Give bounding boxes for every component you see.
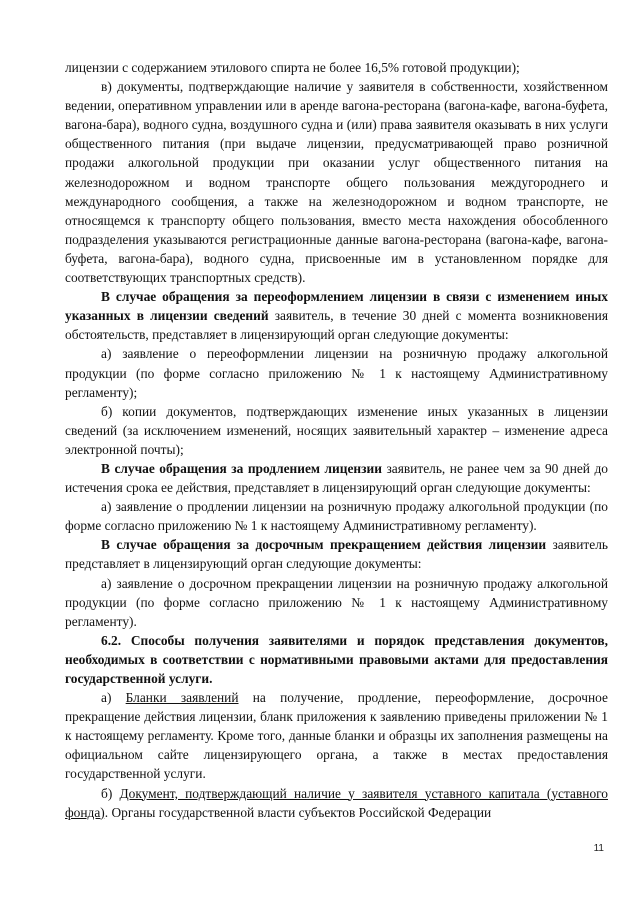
paragraph-text: в) документы, подтверждающие наличие у заявителя в собственности, хозяйственном ведении, оперативном управлении или в аренде вагона-ресторана (вагона-кафе, вагона-буфета, вагона-бара), водного судна, воздушного судна и (или) права заявителя оказывать в них услуги общественного питания (при выдаче лицензии, предусматривающей право розничной продажи алкогольной продукции при оказании услуг общественного питания на железнодорожном и водном транспорте общего пользования междугороднего и международного сообщения, а также на железнодорожном и водном транспорте, не относящемся к транспорту общего пользования, вместо места нахождения обособленного подразделения указываются регистрационные данные вагона-ресторана (вагона-кафе, вагона-буфета, вагона-бара), водного судна, присвоенные им в установленном порядке для соответствующих транспортных средств). — [65, 79, 608, 286]
paragraph-prefix: б) — [101, 785, 120, 801]
paragraph-item-a-forms — [65, 688, 608, 783]
paragraph-text: а) заявление о переоформлении лицензии на розничную продажу алкогольной продукции (по форме согласно приложению № 1 к настоящему Административному регламенту); — [65, 346, 608, 400]
underlined-term: Документ, подтверждающий наличие у заявителя уставного капитала (уставного фонда) — [65, 785, 608, 820]
paragraph-item-a-extension — [65, 497, 608, 535]
underlined-term: Бланки заявлений — [125, 690, 239, 706]
paragraph-text: заявитель, в течение 30 дней с момента возникновения обстоятельств, представляет в лицензирующий орган следующие документы: — [65, 308, 608, 343]
paragraph-termination-case — [65, 535, 608, 573]
paragraph-text: . Органы государственной власти субъектов Российской Федерации — [104, 804, 492, 820]
paragraph-text: лицензии с содержанием этилового спирта не более 16,5% готовой продукции); — [65, 60, 520, 75]
paragraph-bold-lead: В случае обращения за досрочным прекращением действия лицензии — [101, 537, 547, 553]
paragraph-text: а) заявление о продлении лицензии на розничную продажу алкогольной продукции (по форме согласно приложению № 1 к настоящему Административному регламенту). — [65, 499, 608, 534]
paragraph-text: заявитель, не ранее чем за 90 дней до истечения срока ее действия, представляет в лицензирующий орган следующие документы: — [65, 460, 608, 496]
paragraph-bold-lead: В случае обращения за переоформлением лицензии в связи с изменением иных указанных в лицензии сведений — [65, 289, 608, 324]
paragraph-text: заявитель представляет в лицензирующий орган следующие документы: — [65, 537, 608, 572]
paragraph-item-b-reissue — [65, 402, 608, 459]
paragraph-item-b-capital — [65, 784, 608, 822]
section-heading — [65, 631, 608, 688]
paragraph-extension-case — [65, 459, 608, 497]
paragraph-bold-lead: В случае обращения за продлением лицензии — [101, 460, 382, 476]
paragraph-text: б) копии документов, подтверждающих изменение иных указанных в лицензии сведений (за исключением изменений, носящих заявительный характер – изменение адреса электронной почты); — [65, 403, 608, 457]
paragraph-text: а) заявление о досрочном прекращении лицензии на розничную продажу алкогольной продукции (по форме согласно приложению № 1 к настоящему Административному регламенту). — [65, 575, 608, 629]
paragraph-reissue-case — [65, 287, 608, 344]
paragraph-item-a-reissue — [65, 344, 608, 401]
section-heading-text: 6.2. Способы получения заявителями и порядок представления документов, необходимых в соответствии с нормативными правовыми актами для предоставления государственной услуги. — [65, 632, 608, 686]
page-number: 11 — [593, 843, 604, 854]
paragraph-prefix: а) — [101, 690, 126, 706]
paragraph-item-a-termination — [65, 574, 608, 631]
paragraph-item-v — [65, 77, 608, 287]
paragraph-text: на получение, продление, переоформление, досрочное прекращение действия лицензии, бланк приложения к заявлению приведены приложении № 1 к настоящему регламенту. Кроме того, данные бланки и образцы их заполнения размещены на официальном сайте лицензирующего органа, а также в местах предоставления государственной услуги. — [65, 690, 608, 782]
paragraph-continuation — [65, 58, 608, 77]
